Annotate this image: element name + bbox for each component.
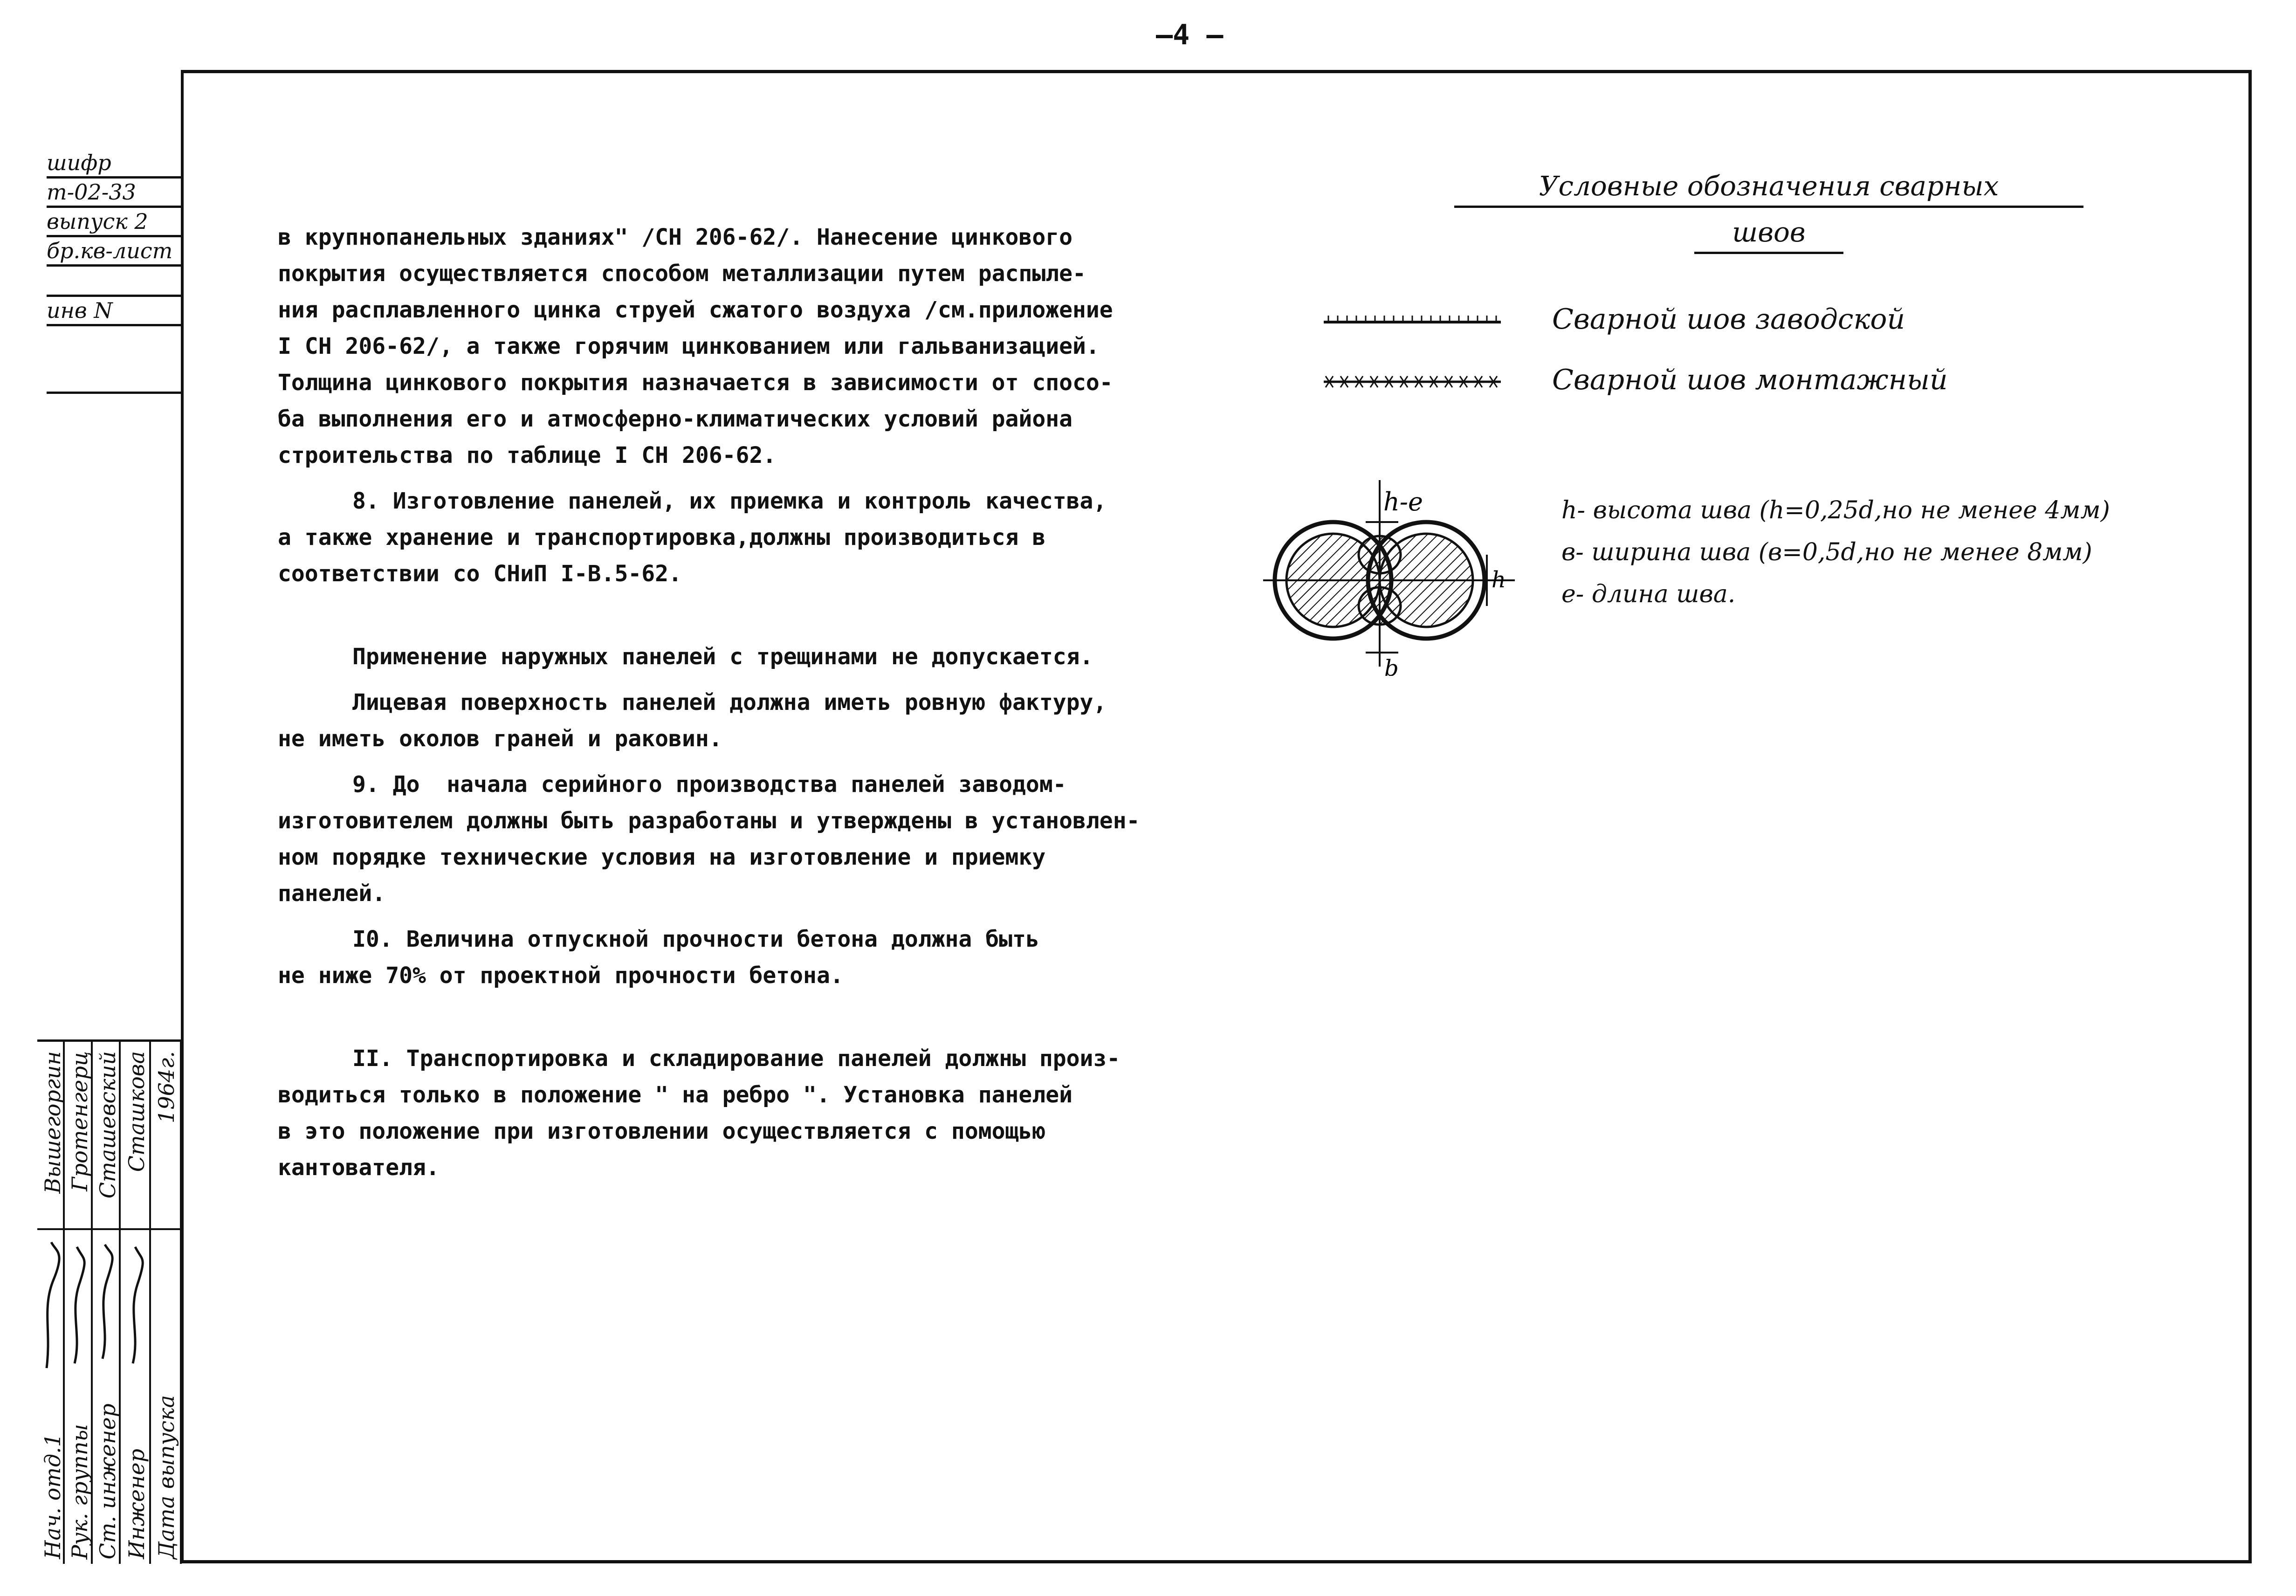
stamp-spacer [47, 267, 182, 297]
legend-heading-line1: Условные обозначения сварных [1454, 170, 2083, 208]
paragraph-10: I0. Величина отпускной прочности бетона должна быть не ниже 70% от проектной прочности бетона. [278, 926, 1039, 989]
definition-width: в- ширина шва (в=0,5d,но не менее 8мм) [1561, 538, 2092, 566]
legend-heading-line2: швов [1694, 216, 1843, 254]
weld-cross-section-figure [1258, 471, 1519, 676]
legend-heading [1454, 170, 2083, 254]
name-head: Вышегоргин [40, 1051, 65, 1194]
issue-year: 1964г. [154, 1051, 179, 1123]
paragraph-surface: Лицевая поверхность панелей должна иметь ровную фактуру, не иметь околов граней и раковин. [278, 689, 1107, 752]
cipher-stamp [47, 149, 182, 394]
cipher-sheet: бр.кв-лист [47, 237, 182, 267]
page-number: —4 — [1156, 19, 1224, 51]
figure-label-top: h-e [1383, 487, 1423, 516]
paragraph-cracks: Применение наружных панелей с трещинами не допускается. [352, 644, 1093, 670]
weld-legend [1324, 289, 2116, 410]
role-issue-date: Дата выпуска [154, 1395, 179, 1559]
name-group-lead: Гротенгерц [67, 1051, 92, 1191]
factory-weld-symbol [1324, 310, 1501, 329]
inventory-label: инв N [47, 297, 182, 326]
cipher-code: т-02-33 [47, 179, 182, 208]
name-engineer: Сташкова [124, 1051, 149, 1172]
definition-height: h- высота шва (h=0,25d,но не менее 4мм) [1561, 496, 2110, 524]
definition-length: e- длина шва. [1561, 580, 1736, 608]
specification-text [278, 219, 1257, 1195]
factory-weld-label: Сварной шов заводской [1552, 303, 1905, 336]
paragraph-zinc-coating: в крупнопанельных зданиях" /СН 206-62/. Нанесение цинкового покрытия осуществляется способом металлизации путем распыле- ния расплавленного цинка струей сжатого воздуха /см.приложение I СН 206-62/, а также горячим цинкованием или гальванизацией. Толщина цинкового покрытия назначается в зависимости от спосо- ба выполнения его и атмосферно-климатических условий района строительства по таблице I СН 206-62. [278, 224, 1113, 468]
signature-stamp [37, 1039, 182, 1564]
site-weld-symbol [1324, 371, 1501, 389]
figure-label-side: h [1492, 567, 1506, 593]
signatures [37, 1238, 182, 1377]
stamp-divider [37, 1228, 182, 1230]
paragraph-9: 9. До начала серийного производства панелей заводом- изготовителем должны быть разработаны и утверждены в установлен- ном порядке технические условия на изготовление и приемку панелей. [278, 771, 1140, 907]
weld-definitions [1561, 489, 2214, 615]
role-senior-engineer: Ст. инженер [95, 1403, 120, 1559]
cipher-label: шифр [47, 149, 182, 179]
name-senior-engineer: Сташевский [95, 1051, 120, 1199]
inventory-field [47, 326, 182, 394]
paragraph-11: II. Транспортировка и складирование панелей должны произ- водиться только в положение " на ребро ". Установка панелей в это положение при изготовлении осуществляется с помощью кантователя. [278, 1046, 1121, 1181]
role-group-lead: Рук. группы [67, 1424, 92, 1559]
legend-item-site [1324, 350, 2116, 410]
legend-item-factory [1324, 289, 2116, 350]
role-engineer: Инженер [124, 1449, 149, 1559]
figure-label-bottom: b [1384, 655, 1399, 676]
paragraph-8: 8. Изготовление панелей, их приемка и контроль качества, а также хранение и транспортировка,должны производиться в соответствии со СНиП I-В.5-62. [278, 488, 1107, 587]
cipher-issue: выпуск 2 [47, 208, 182, 237]
site-weld-label: Сварной шов монтажный [1552, 364, 1948, 396]
role-head: Нач. отд.1 [40, 1433, 65, 1559]
